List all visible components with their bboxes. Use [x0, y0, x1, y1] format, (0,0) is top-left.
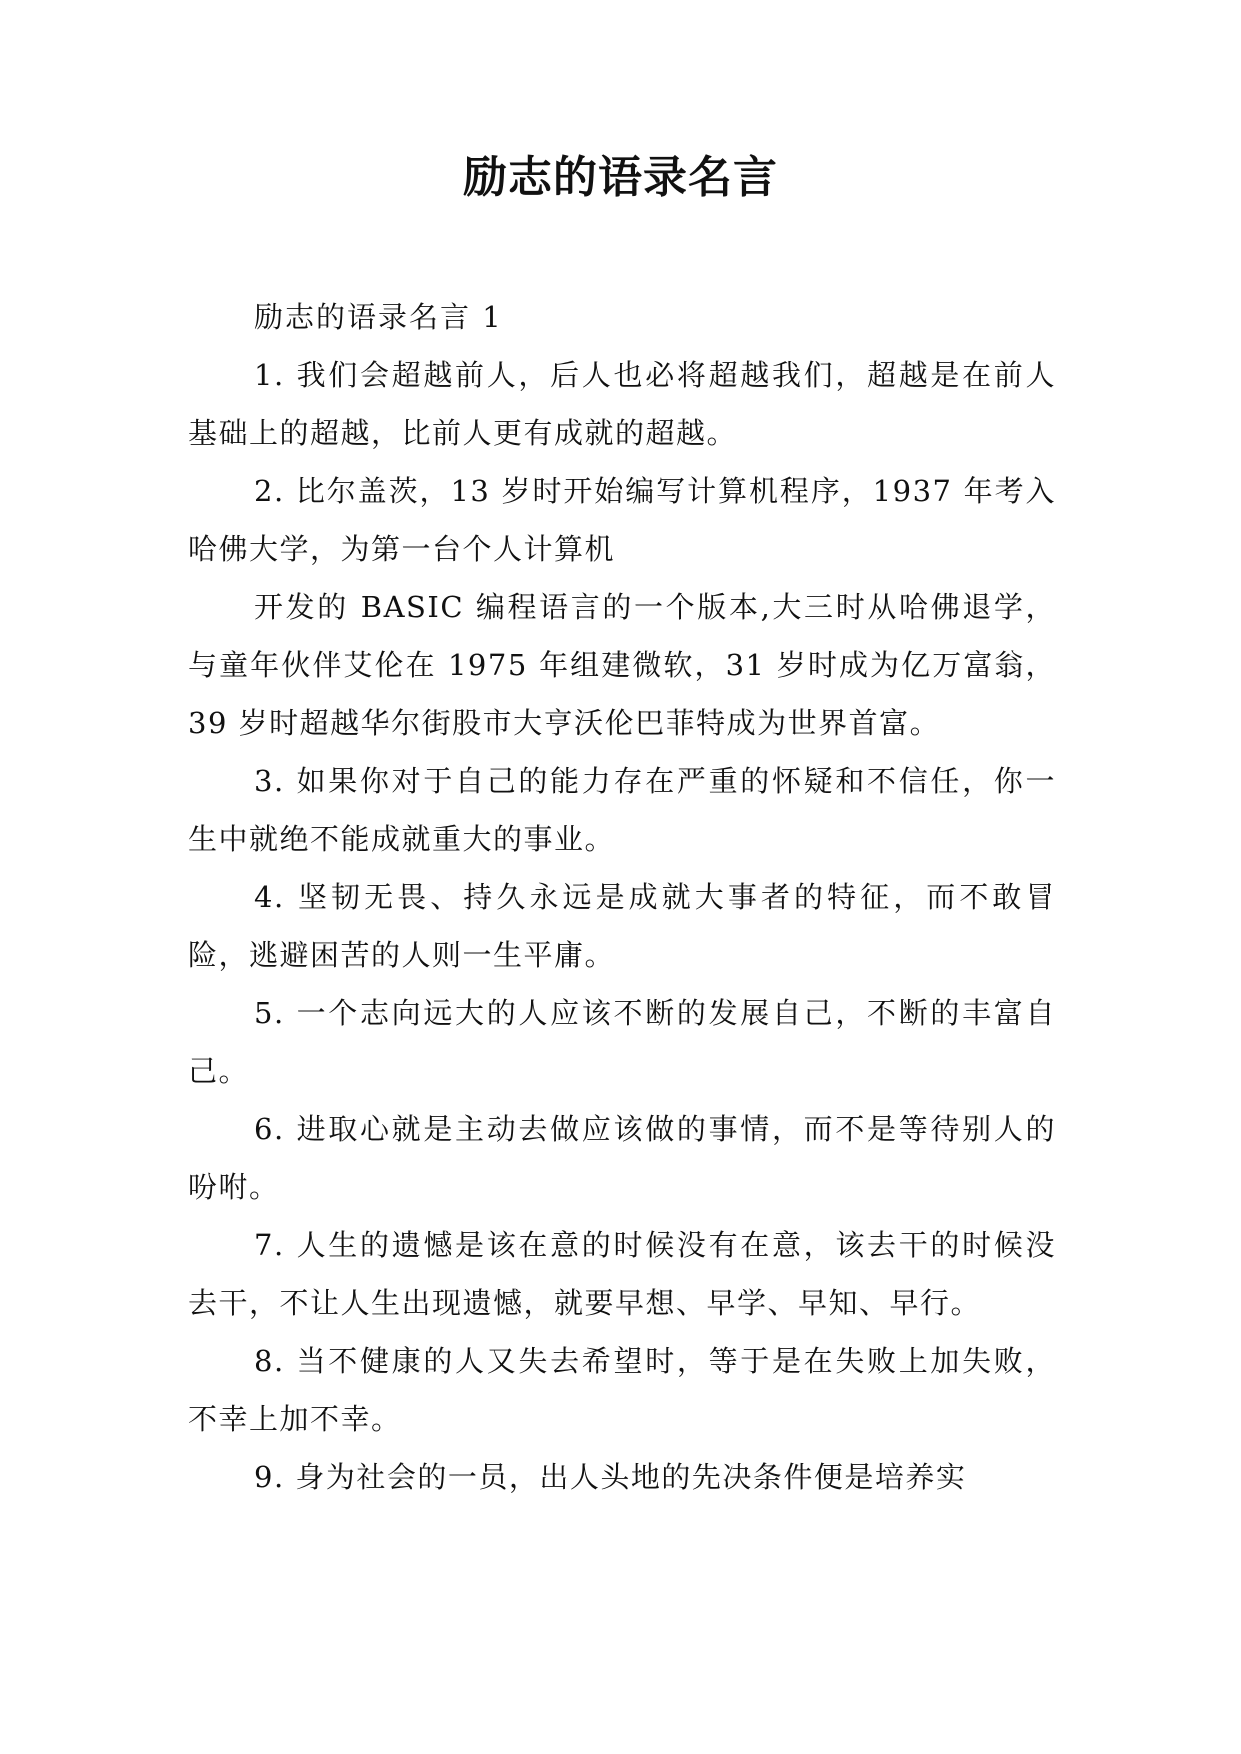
quote-paragraph-8: 8. 当不健康的人又失去希望时，等于是在失败上加失败，不幸上加不幸。 — [188, 1344, 1056, 1436]
quote-paragraph-7: 7. 人生的遗憾是该在意的时候没有在意，该去干的时候没去干，不让人生出现遗憾，就要早想、早学、早知、早行。 — [188, 1228, 1056, 1320]
quote-paragraph-9: 9. 身为社会的一员，出人头地的先决条件便是培养实 — [254, 1460, 967, 1494]
document-title: 励志的语录名言 — [463, 152, 778, 203]
document-body — [188, 288, 1056, 1506]
quote-paragraph-2-continued: 开发的 BASIC 编程语言的一个版本,大三时从哈佛退学，与童年伙伴艾伦在 1975 年组建微软，31 岁时成为亿万富翁，39 岁时超越华尔街股市大亨沃伦巴菲特成为世界首富。 — [188, 590, 1056, 740]
quote-paragraph-4: 4. 坚韧无畏、持久永远是成就大事者的特征，而不敢冒险，逃避困苦的人则一生平庸。 — [188, 880, 1056, 972]
section-heading: 励志的语录名言 1 — [254, 300, 503, 334]
quote-paragraph-2: 2. 比尔盖茨，13 岁时开始编写计算机程序，1937 年考入哈佛大学，为第一台个人计算机 — [188, 474, 1056, 566]
quote-paragraph-1: 1. 我们会超越前人，后人也必将超越我们，超越是在前人基础上的超越，比前人更有成就的超越。 — [188, 358, 1056, 450]
quote-paragraph-3: 3. 如果你对于自己的能力存在严重的怀疑和不信任，你一生中就绝不能成就重大的事业。 — [188, 764, 1056, 856]
quote-paragraph-6: 6. 进取心就是主动去做应该做的事情，而不是等待别人的吩咐。 — [188, 1112, 1056, 1204]
quote-paragraph-5: 5. 一个志向远大的人应该不断的发展自己，不断的丰富自己。 — [188, 996, 1056, 1088]
